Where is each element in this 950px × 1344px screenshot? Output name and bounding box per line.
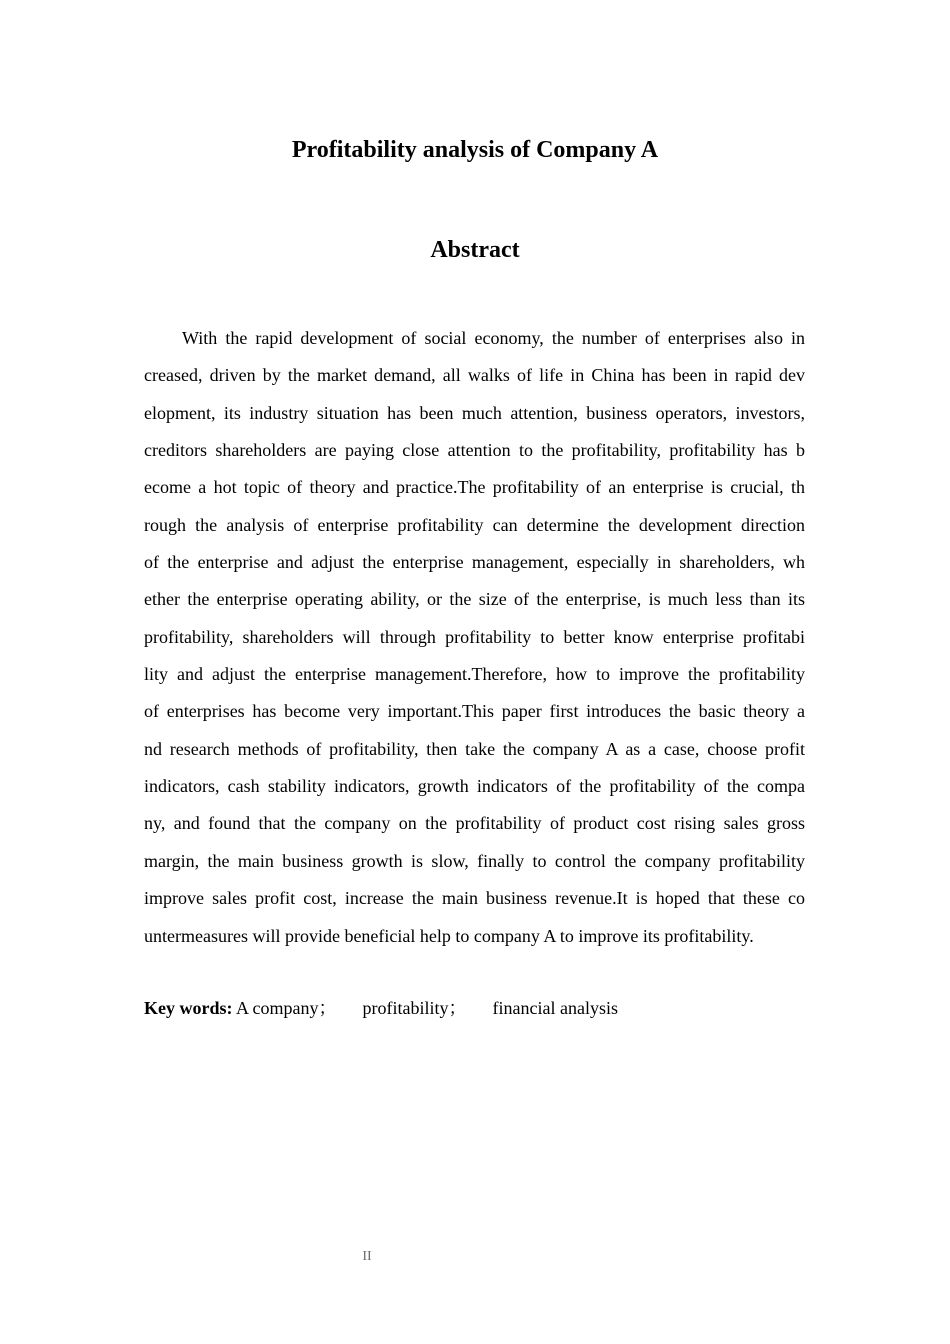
abstract-line: nd research methods of profitability, then take the company A as a case, choose profit xyxy=(144,738,805,759)
abstract-line: indicators, cash stability indicators, growth indicators of the profitability of the compa xyxy=(144,776,805,797)
abstract-line: profitability, shareholders will through profitability to better know enterprise profitabi xyxy=(144,626,805,647)
abstract-line: untermeasures will provide beneficial help to company A to improve its profitability. xyxy=(144,925,754,946)
keywords-label: Key words: xyxy=(144,998,233,1018)
keywords-line xyxy=(144,993,805,1023)
keyword: financial analysis xyxy=(492,998,618,1018)
abstract-line: ecome a hot topic of theory and practice.The profitability of an enterprise is crucial, th xyxy=(144,477,805,498)
abstract-line: improve sales profit cost, increase the main business revenue.It is hoped that these co xyxy=(144,888,805,909)
abstract-line: creditors shareholders are paying close attention to the profitability, profitability has b xyxy=(144,440,805,461)
abstract-line: creased, driven by the market demand, all walks of life in China has been in rapid dev xyxy=(144,365,805,386)
abstract-line: of the enterprise and adjust the enterprise management, especially in shareholders, wh xyxy=(144,552,805,573)
abstract-line: rough the analysis of enterprise profitability can determine the development direction xyxy=(144,514,805,535)
abstract-line: of enterprises has become very important.This paper first introduces the basic theory a xyxy=(144,701,805,722)
abstract-body xyxy=(144,323,805,958)
abstract-line: lity and adjust the enterprise management.Therefore, how to improve the profitability xyxy=(144,664,805,685)
abstract-line: ether the enterprise operating ability, or the size of the enterprise, is much less than its xyxy=(144,589,805,610)
abstract-line: With the rapid development of social economy, the number of enterprises also in xyxy=(182,328,805,348)
abstract-heading: Abstract xyxy=(430,237,520,263)
keyword-separator: ； xyxy=(318,998,337,1018)
keyword: A company xyxy=(236,998,319,1018)
paper-title: Profitability analysis of Company A xyxy=(291,137,659,163)
abstract-line: elopment, its industry situation has been much attention, business operators, investors, xyxy=(144,402,805,423)
keyword-separator: ； xyxy=(448,998,467,1018)
abstract-line: margin, the main business growth is slow, finally to control the company profitability xyxy=(144,850,805,871)
abstract-line: ny, and found that the company on the profitability of product cost rising sales gross xyxy=(144,813,805,834)
keyword: profitability xyxy=(362,998,449,1018)
page-number: II xyxy=(362,1249,372,1264)
